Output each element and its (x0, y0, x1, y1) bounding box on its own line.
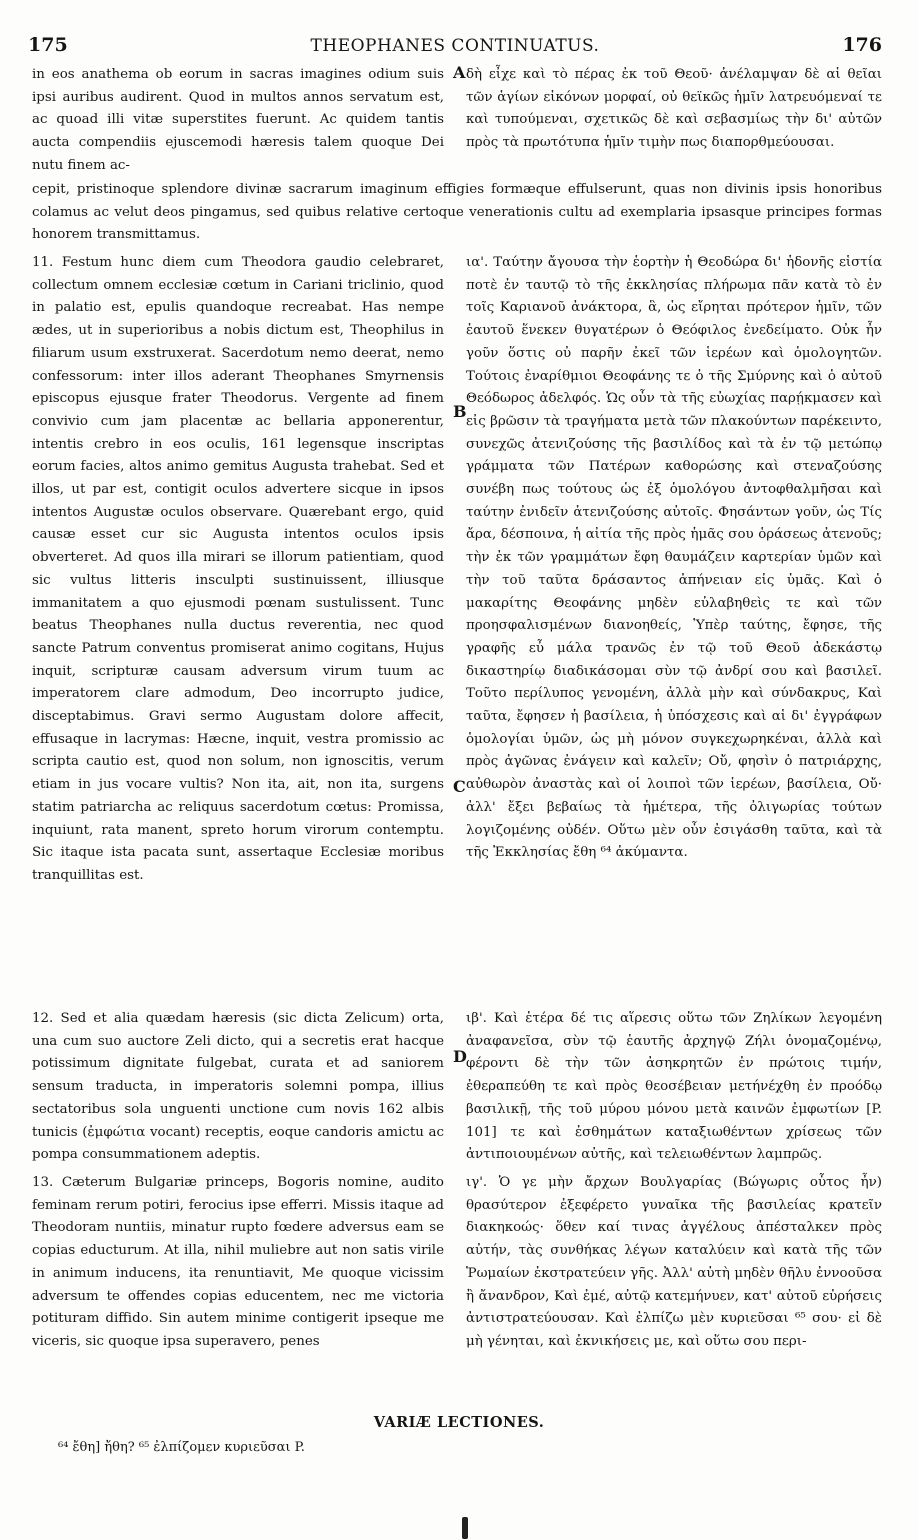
latin-section-11 (32, 252, 444, 888)
latin-section-13 (32, 1172, 444, 1354)
greek-section-12 (466, 1008, 882, 1167)
margin-letter-a: A (453, 63, 466, 82)
latin-intro-continued (32, 179, 882, 247)
latin-section-12 (32, 1008, 444, 1167)
greek-paragraph: ιβ'. Καὶ ἑτέρα δέ τις αἵρεσις οὕτω τῶν Ζηλίκων λεγομένη ἀναφανεῖσα, σὺν τῷ ἑαυτῆς ἀρχηγῷ Ζήλι ὀνομαζομένῳ, φέροντι δὲ τὴν τῶν ἀσηκρητῶν ἐν πρώτοις τιμήν, ἐθεραπεύθη τε καὶ πρὸς θεοσέβειαν μετήνέχθη ἐν προόδῳ βασιλικῇ, τῆς τοῦ μύρου μόνου μετὰ καινῶν ἐμφωτίων [P. 101] τε καὶ ἐσθημάτων καταξιωθέντων χρίσεως τῶν ἀντιποιουμένων αὐτῆς, καὶ τελειωθέντων λαμπρῶς. (466, 1011, 882, 1163)
variae-lectiones-notes: ⁶⁴ ἔθη] ἤθη? ⁶⁵ ἐλπίζομεν κυριεῦσαι P. (58, 1440, 305, 1455)
greek-paragraph: ιγ'. Ὁ γε μὴν ἄρχων Βουλγαρίας (Βώγωρις οὗτος ἦν) θρασύτερον ἐξεφέρετο γυναῖκα τῆς βασιλείας κρατεῖν διακηκοώς· ὅθεν καί τινας ἀγγέλους ἀπέσταλκεν πρὸς αὐτήν, τὰς συνθήκας λέγων καταλύειν καὶ κατὰ τῆς τῶν Ῥωμαίων ἐκστρατεύειν γῆς. Ἀλλ' αὐτὴ μηδὲν θῆλυ ἐννοοῦσα ἢ ἄνανδρον, Καὶ ἐμέ, αὐτῷ κατεμήνυεν, κατ' αὐτοῦ εὑρήσεις ἀντιστρατεύουσαν. Καὶ ἐλπίζω μὲν κυριεῦσαι ⁶⁵ σου· εἰ δὲ μὴ γένηται, καὶ ἐκνικήσεις με, καὶ οὕτω σου περι- (466, 1175, 882, 1349)
page-number-left: 175 (28, 34, 68, 56)
latin-intro (32, 64, 444, 178)
binding-mark (462, 1517, 468, 1539)
margin-letter-d: D (453, 1047, 467, 1066)
greek-section-11 (466, 252, 882, 865)
greek-intro (466, 64, 882, 155)
latin-paragraph: 13. Cæterum Bulgariæ princeps, Bogoris nomine, audito feminam rerum potiri, ferocius ipse efferri. Missis itaque ad Theodoram nuntiis, minatur rupto fœdere adversus eam se copias educturum. At illa, nihil muliebre aut non satis virile in animum inducens, ita renuntiavit, Me quoque vicissim adversum te offendes copias educentem, nec me victoria potituram diffido. Sin autem minime contigerit ipseque me viceris, sic quoque ipsa superavero, penes (32, 1175, 444, 1349)
latin-paragraph: 11. Festum hunc diem cum Theodora gaudio celebraret, collectum omnem ecclesiæ cœtum in Cariani triclinio, quod in palatio est, epulis quandoque recreabat. Has nempe ædes, ut in superioribus a nobis dictum est, Theophilus in filiarum usum exstruxerat. Sacerdotum nemo deerat, nemo confessorum: inter illos aderant Theophanes Smyrnensis episcopus ejusque frater Theodorus. Vergente ad finem convivio cum jam placentæ ac bellaria apponerentur, intentis crebro in eos oculis, 161 legensque inscriptas eorum facies, altos animo gemitus Augusta trahebat. Sed et illos, ut par est, contigit oculos advertere sicque in ipsos intentos Augustæ oculos observare. Quærebant ergo, quid causæ esset cur sic Augusta intentos oculos ipsis obverteret. Ad quos illa mirari se illorum patientiam, quod sic vultus litteris insculpti sustinuissent, illiusque immanitatem a quo ejusmodi pœnam sustulissent. Tunc beatus Theophanes nulla ductus reverentia, nec quod sancte Patrum conventus promiserat animo cogitans, Hujus inquit, scripturæ causam adversum virum tuum ac imperatorem clare admodum, Deo incorrupto judice, disceptabimus. Gravi sermo Augustam dolore affecit, effusaque in lacrymas: Hæcne, inquit, vestra promissio ac scripta cautio est, quod non solum, non ignoscitis, verum etiam in jus vocare vultis? Non ita, ait, non ita, surgens statim patriarcha ac reliquus sacerdotum cœtus: Promissa, inquiunt, rata manent, spreto horum virorum contemptu. Sic itaque ista pacata sunt, assertaque Ecclesiæ moribus tranquillitas est. (32, 255, 444, 883)
latin-paragraph: in eos anathema ob eorum in sacras imagines odium suis ipsi auribus audirent. Quod in multos annos servatum est, ac quoad illi vitæ superstites fuerunt. Ac quidem tantis aucta compendiis ejuscemodi hæresis talem quoque Dei nutu finem ac- (32, 67, 444, 173)
page-header (28, 34, 882, 58)
latin-paragraph: cepit, pristinoque splendore divinæ sacrarum imaginum effigies formæque effulserunt, quas non divinis ipsis honoribus colamus ac velut deos pingamus, sed quibus relative certoque venerationis cultu ad exemplaria ipsasque principes formas honorem transmittamus. (32, 182, 882, 243)
latin-paragraph: 12. Sed et alia quædam hæresis (sic dicta Zelicum) orta, una cum suo auctore Zeli dicto, qui a secretis erat hacque potissimum dignitate fulgebat, curata et ad saniorem sensum traducta, in imperatoris solemni pompa, illius sectatoribus sola unguenti unctione cum novis 162 albis tunicis (ἐμφώτια vocant) receptis, eoque candoris amictu ac pompa consummationem adeptis. (32, 1011, 444, 1163)
margin-letter-c: C (453, 777, 466, 796)
margin-letter-b: B (453, 402, 467, 421)
greek-section-13 (466, 1172, 882, 1354)
variae-lectiones-heading: VARIÆ LECTIONES. (373, 1414, 545, 1431)
running-title: THEOPHANES CONTINUATUS. (310, 36, 600, 56)
greek-paragraph: ια'. Ταύτην ἄγουσα τὴν ἑορτὴν ἡ Θεοδώρα δι' ἡδονῆς εἱστία ποτὲ ἐν ταυτῷ τὸ τῆς ἐκκλησίας πλήρωμα πᾶν κατὰ τὸ ἐν τοῖς Καριανοῦ ἀνάκτορα, ἃ, ὡς εἴρηται πρότερον ἡμῖν, τῶν ἑαυτοῦ ἕνεκεν θυγατέρων ὁ Θεόφιλος ἐνεδείματο. Οὐκ ἦν γοῦν ὅστις οὐ παρῆν ἐκεῖ τῶν ἱερέων καὶ ὁμολογητῶν. Τούτοις ἐναρίθμιοι Θεοφάνης τε ὁ τῆς Σμύρνης καὶ ὁ αὐτοῦ Θεόδωρος ἀδελφός. Ὡς οὖν τὰ τῆς εὐωχίας παρῄκμασεν καὶ εἰς βρῶσιν τὰ τραγήματα μετὰ τῶν πλακούντων παρέκειντο, συνεχῶς ἀτενιζούσης τῆς βασιλίδος καὶ τὰ ἐν τῷ μετώπῳ γράμματα τῶν Πατέρων καθορώσης καὶ στεναζούσης συνέβη πως τούτους ὡς ἐξ ὁμολόγου ἀντοφθαλμῆσαι καὶ ταύτην ἐνιδεῖν ἀτενιζούσης αὐτοῖς. Φησάντων γοῦν, ὡς Τίς ἄρα, δέσποινα, ἡ αἰτία τῆς πρὸς ἡμᾶς σου ὁράσεως ἀτενοῦς; τὴν ἐκ τῶν γραμμάτων ἔφη θαυμάζειν καρτερίαν ὑμῶν καὶ τὴν τοῦ ταῦτα δράσαντος ἀπήνειαν εἰς ὑμᾶς. Καὶ ὁ μακαρίτης Θεοφάνης μηδὲν εὐλαβηθεὶς τε καὶ τῶν προησφαλισμένων διανοηθείς, Ὑπὲρ ταύτης, ἔφησε, τῆς γραφῆς εὖ μάλα τρανῶς ἐν τῷ τοῦ Θεοῦ ἀδεκάστῳ δικαστηρίῳ διαδικάσομαι σὺν τῷ ἀνδρί σου καὶ βασιλεῖ. Τοῦτο περίλυπος γενομένη, ἀλλὰ μὴν καὶ σύνδακρυς, Καὶ ταῦτα, ἔφησεν ἡ βασίλεια, ἡ ὑπόσχεσις καὶ αἱ δι' ἐγγράφων ὁμολογίαι ὑμῶν, ὡς μὴ μόνον συγκεχωρηκέναι, ἀλλὰ καὶ πρὸς ἀγῶνας ἐνάγειν καὶ καλεῖν; Οὔ, φησὶν ὁ πατριάρχης, αὐθωρὸν ἀναστὰς καὶ οἱ λοιποὶ τῶν ἱερέων, βασίλεια, Οὔ· ἀλλ' ἔξει βεβαίως τὰ ἡμέτερα, τῆς ὀλιγωρίας τούτων λογιζομένης οὐδέν. Οὕτω μὲν οὖν ἐσιγάσθη ταῦτα, καὶ τὰ τῆς Ἐκκλησίας ἔθη ⁶⁴ ἀκύμαντα. (466, 255, 882, 861)
greek-paragraph: δὴ εἶχε καὶ τὸ πέρας ἐκ τοῦ Θεοῦ· ἀνέλαμψαν δὲ αἱ θεῖαι τῶν ἁγίων εἰκόνων μορφαί, οὐ θεϊκῶς ἡμῖν λατρευόμεναί τε καὶ τυπούμεναι, σχετικῶς δὲ καὶ σεβασμίως τὴν δι' αὐτῶν πρὸς τὰ πρωτότυπα ἡμῖν τιμὴν πως διαπορθμεύουσαι. (466, 67, 882, 151)
page-number-right: 176 (842, 34, 882, 56)
